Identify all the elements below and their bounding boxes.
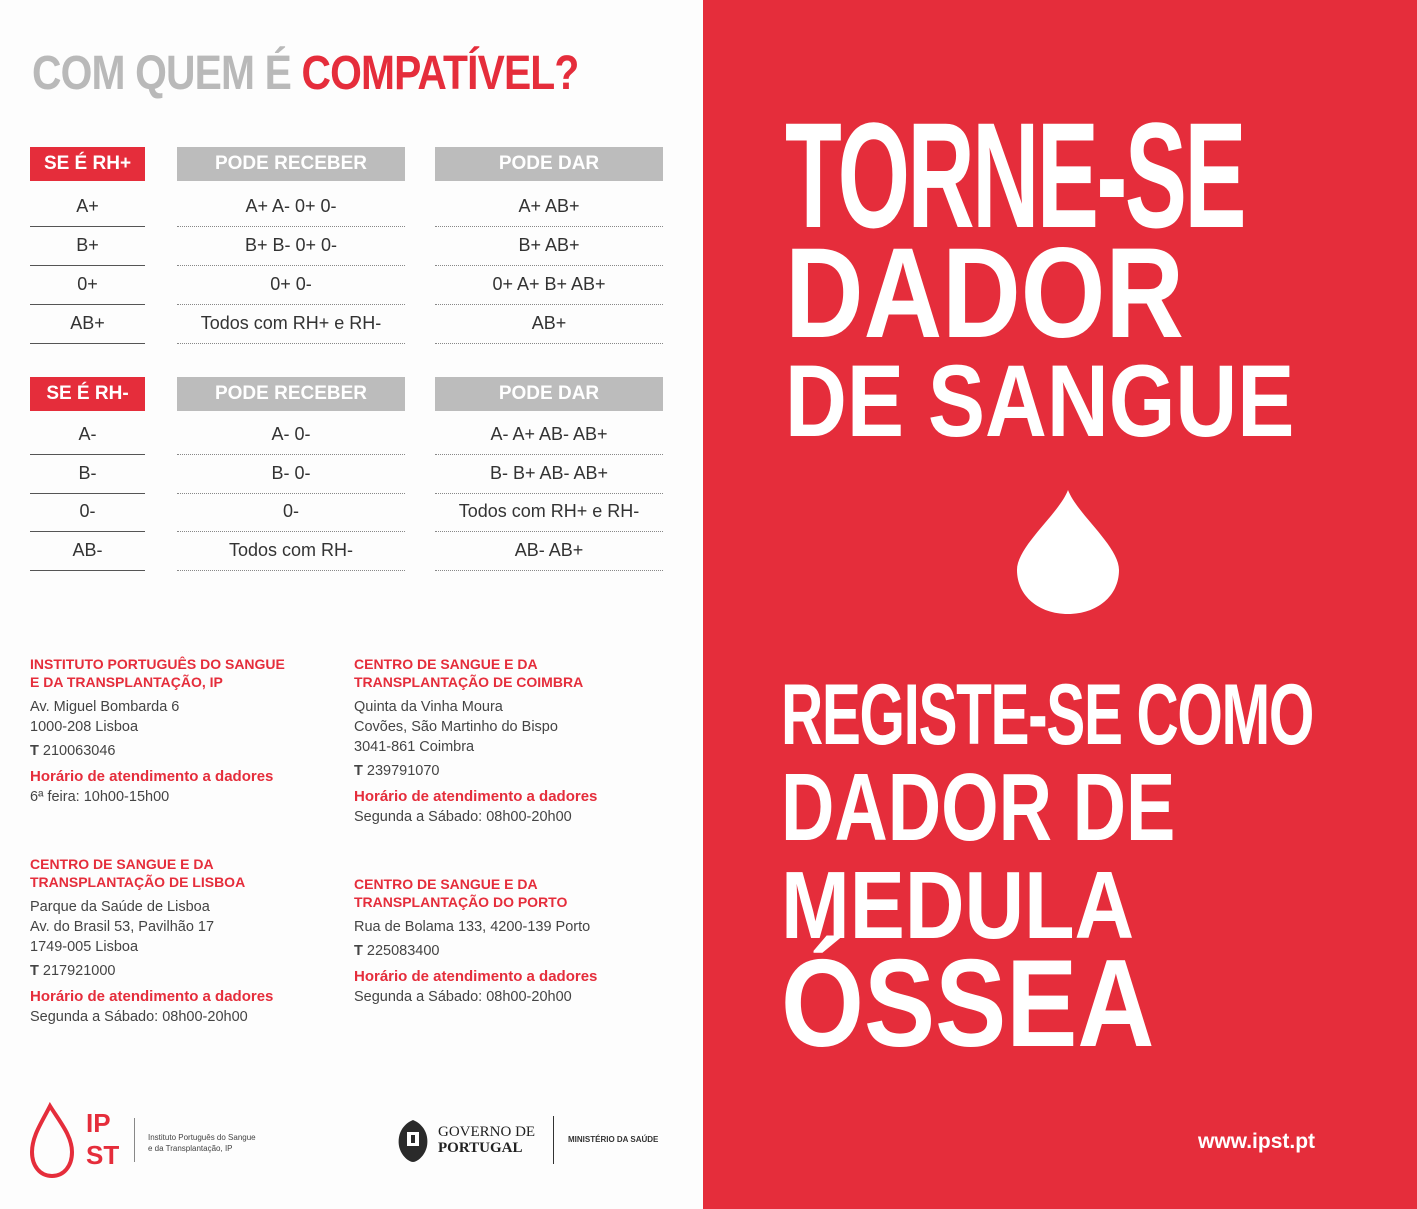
ipst-logo	[28, 1102, 128, 1182]
portugal-emblem-icon	[395, 1118, 431, 1164]
can-give: B- B+ AB- AB+	[435, 454, 663, 494]
phone: T 217921000	[30, 963, 116, 979]
ipst-name: Instituto Português do Sangue e da Transplantação, IP	[148, 1133, 256, 1153]
blood-type: A+	[30, 187, 145, 227]
rh-positive-table	[30, 147, 670, 347]
blood-type: A-	[30, 415, 145, 455]
blood-type: B-	[30, 454, 145, 494]
left-panel	[0, 0, 703, 1209]
cover-line-1: TORNE-SE	[785, 91, 1245, 259]
cover-line-7: ÓSSEA	[781, 935, 1155, 1073]
phone: T 225083400	[354, 943, 440, 959]
give-header: PODE DAR	[435, 377, 663, 411]
phone: T 239791070	[354, 763, 440, 779]
rh-negative-table	[30, 377, 670, 577]
cover-line-6: MEDULA	[781, 852, 1135, 959]
can-receive: 0+ 0-	[177, 265, 405, 305]
divider	[553, 1116, 554, 1164]
can-give: AB- AB+	[435, 531, 663, 571]
government-logo-text: GOVERNO DE PORTUGAL	[438, 1124, 536, 1156]
cover-line-3: DE SANGUE	[785, 344, 1295, 458]
blood-type: AB-	[30, 531, 145, 571]
can-give: B+ AB+	[435, 226, 663, 266]
rh-negative-header: SE É RH-	[30, 377, 145, 411]
center-porto: CENTRO DE SANGUE E DA TRANSPLANTAÇÃO DO PORTO Rua de Bolama 133, 4200-139 Porto T 225083400 Horário de atendimento a dadores Segunda a Sábado: 08h00-20h00	[354, 876, 598, 1005]
can-give: AB+	[435, 304, 663, 344]
center-coimbra: CENTRO DE SANGUE E DA TRANSPLANTAÇÃO DE COIMBRA Quinta da Vinha Moura Covões, São Martinho do Bispo 3041-861 Coimbra T 239791070 Horário de atendimento a dadores Segunda a Sábado: 08h00-20h00	[354, 656, 598, 825]
cover-line-5: DADOR DE	[781, 754, 1176, 861]
receive-header: PODE RECEBER	[177, 377, 405, 411]
divider	[134, 1118, 135, 1162]
cover-panel	[703, 0, 1417, 1209]
cover-line-4: REGISTE-SE COMO	[781, 667, 1313, 763]
can-receive: A- 0-	[177, 415, 405, 455]
can-receive: B- 0-	[177, 454, 405, 494]
blood-drop-icon	[1013, 488, 1123, 616]
give-header: PODE DAR	[435, 147, 663, 181]
ministry-text: MINISTÉRIO DA SAÚDE	[568, 1135, 659, 1144]
can-receive: Todos com RH+ e RH-	[177, 304, 405, 344]
website-link[interactable]: www.ipst.pt	[1198, 1130, 1316, 1153]
can-give: A+ AB+	[435, 187, 663, 227]
blood-type: AB+	[30, 304, 145, 344]
rh-positive-header: SE É RH+	[30, 147, 145, 181]
can-receive: 0-	[177, 492, 405, 532]
can-give: A- A+ AB- AB+	[435, 415, 663, 455]
can-give: 0+ A+ B+ AB+	[435, 265, 663, 305]
svg-text:IP: IP	[86, 1108, 111, 1138]
svg-text:ST: ST	[86, 1140, 120, 1170]
blood-type: B+	[30, 226, 145, 266]
blood-type: 0-	[30, 492, 145, 532]
can-receive: A+ A- 0+ 0-	[177, 187, 405, 227]
blood-type: 0+	[30, 265, 145, 305]
center-lisboa: CENTRO DE SANGUE E DA TRANSPLANTAÇÃO DE LISBOA Parque da Saúde de Lisboa Av. do Brasil 53, Pavilhão 17 1749-005 Lisboa T 217921000 Horário de atendimento a dadores Segunda a Sábado: 08h00-20h00	[30, 856, 274, 1025]
center-ipst: INSTITUTO PORTUGUÊS DO SANGUE E DA TRANSPLANTAÇÃO, IP Av. Miguel Bombarda 6 1000-208 Lisboa T 210063046 Horário de atendimento a dadores 6ª feira: 10h00-15h00	[30, 656, 285, 805]
can-give: Todos com RH+ e RH-	[435, 492, 663, 532]
phone: T 210063046	[30, 743, 116, 759]
cover-line-2: DADOR	[785, 222, 1184, 365]
can-receive: B+ B- 0+ 0-	[177, 226, 405, 266]
receive-header: PODE RECEBER	[177, 147, 405, 181]
can-receive: Todos com RH-	[177, 531, 405, 571]
page-title: COM QUEM É COMPATÍVEL?	[32, 47, 579, 100]
